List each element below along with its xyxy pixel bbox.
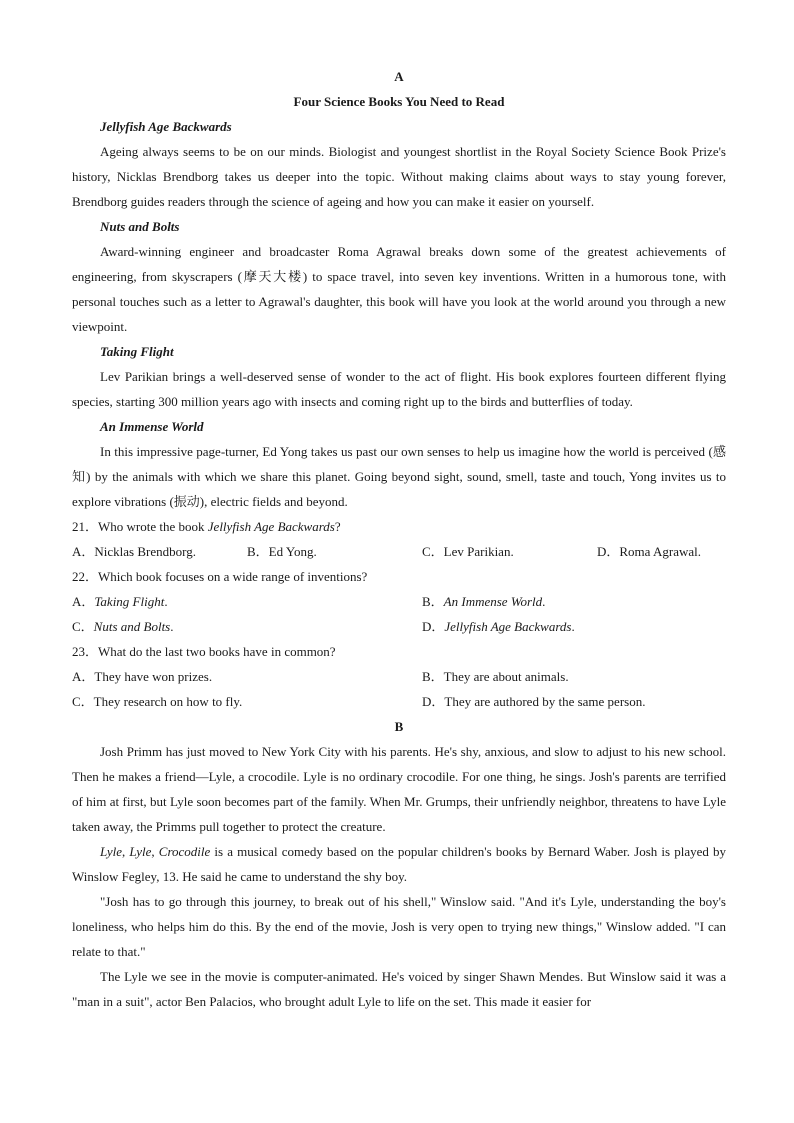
question-23-options xyxy=(72,664,726,714)
option-letter: C． xyxy=(422,544,444,559)
question-22 xyxy=(72,564,726,589)
option-text: Nuts and Bolts xyxy=(93,619,171,634)
question-21-options xyxy=(72,539,726,564)
question-stem-end: ? xyxy=(334,519,341,534)
option-d[interactable] xyxy=(422,614,726,639)
question-stem: What do the last two books have in common? xyxy=(98,644,336,659)
option-letter: B． xyxy=(422,594,444,609)
option-b[interactable] xyxy=(247,539,422,564)
option-punct: . xyxy=(571,619,575,634)
option-letter: D． xyxy=(422,619,445,634)
option-d[interactable] xyxy=(422,689,726,714)
question-number: 22． xyxy=(72,569,99,584)
passage-paragraph: Lyle, Lyle, Crocodile is a musical comedy based on the popular children's books by Bernard Waber. Josh is played by Winslow Fegley, 13. He said he came to understand the shy boy. xyxy=(72,844,727,884)
option-text: They research on how to fly. xyxy=(93,694,243,709)
option-text: An Immense World xyxy=(443,594,543,609)
document-page xyxy=(72,64,726,1014)
option-punct: . xyxy=(170,619,174,634)
option-c[interactable] xyxy=(72,614,422,639)
option-a[interactable] xyxy=(72,664,422,689)
option-letter: A． xyxy=(72,594,95,609)
option-b[interactable] xyxy=(422,664,726,689)
option-text: Ed Yong. xyxy=(268,544,317,559)
question-number: 23． xyxy=(72,644,99,659)
passage-paragraph: "Josh has to go through this journey, to break out of his shell," Winslow said. "And it's Lyle, understanding the boy's loneliness, who helps him do this. By the end of the movie, Josh is very open to trying new things," Winslow added. "I can relate to that." xyxy=(72,894,726,959)
option-text: Roma Agrawal. xyxy=(619,544,701,559)
question-23 xyxy=(72,639,726,664)
option-letter: A． xyxy=(72,544,95,559)
section-b-letter: B xyxy=(394,719,404,734)
book-heading: An Immense World xyxy=(100,419,204,434)
movie-title-part: Crocodile xyxy=(158,844,211,859)
question-number: 21． xyxy=(72,519,99,534)
option-c[interactable] xyxy=(72,689,422,714)
paragraph-text: is a musical comedy based on the popular children's books by Bernard Waber. Josh is played by Winslow Fegley, 13. He said he came to understand the shy boy. xyxy=(72,844,727,884)
option-letter: B． xyxy=(422,669,444,684)
option-letter: B． xyxy=(247,544,269,559)
option-letter: C． xyxy=(72,694,94,709)
question-stem: Which book focuses on a wide range of inventions? xyxy=(98,569,368,584)
question-stem-title: Jellyfish Age Backwards xyxy=(207,519,335,534)
option-a[interactable] xyxy=(72,539,247,564)
movie-title-part: Lyle xyxy=(129,844,152,859)
option-text: Taking Flight xyxy=(94,594,165,609)
book-heading: Nuts and Bolts xyxy=(100,219,180,234)
section-a-title: Four Science Books You Need to Read xyxy=(293,94,505,109)
option-text: Lev Parikian. xyxy=(443,544,514,559)
passage-paragraph: The Lyle we see in the movie is computer-animated. He's voiced by singer Shawn Mendes. But Winslow said it was a "man in a suit", actor Ben Palacios, who brought adult Lyle to life on the set. This made it easier for xyxy=(72,969,726,1009)
option-punct: . xyxy=(542,594,546,609)
section-a-letter: A xyxy=(394,69,404,84)
book-description: Lev Parikian brings a well-deserved sense of wonder to the act of flight. His book explores fourteen different flying species, starting 300 million years ago with insects and coming right up to the birds and butterflies of today. xyxy=(72,369,726,409)
option-text: They are authored by the same person. xyxy=(444,694,646,709)
option-text: Jellyfish Age Backwards xyxy=(444,619,572,634)
option-letter: D． xyxy=(422,694,445,709)
book-heading: Jellyfish Age Backwards xyxy=(100,119,232,134)
option-text: They are about animals. xyxy=(443,669,569,684)
book-description: Award-winning engineer and broadcaster Roma Agrawal breaks down some of the greatest achievements of engineering, from skyscrapers (摩天大楼) to space travel, into seven key inventions. Written in a humorous tone, with personal touches such as a letter to Agrawal's daughter, this book will have you look at the world around you through a new viewpoint. xyxy=(72,244,726,334)
book-description: Ageing always seems to be on our minds. Biologist and youngest shortlist in the Royal Society Science Book Prize's history, Nicklas Brendborg takes us deeper into the topic. Without making claims about ways to stay young forever, Brendborg guides readers through the science of ageing and how you can make it easier on yourself. xyxy=(72,144,726,209)
question-21 xyxy=(72,514,726,539)
option-c[interactable] xyxy=(422,539,597,564)
option-d[interactable] xyxy=(597,539,726,564)
option-text: They have won prizes. xyxy=(94,669,213,684)
book-description: In this impressive page-turner, Ed Yong takes us past our own senses to help us imagine how the world is perceived (感知) by the animals with which we share this planet. Going beyond sight, sound, smell, taste and touch, Yong invites us to explore vibrations (振动), electric fields and beyond. xyxy=(72,444,726,509)
option-a[interactable] xyxy=(72,589,422,614)
option-letter: A． xyxy=(72,669,95,684)
option-letter: C． xyxy=(72,619,94,634)
option-text: Nicklas Brendborg. xyxy=(94,544,196,559)
question-22-options xyxy=(72,589,726,639)
book-heading: Taking Flight xyxy=(100,344,174,359)
passage-paragraph: Josh Primm has just moved to New York City with his parents. He's shy, anxious, and slow to adjust to his new school. Then he makes a friend—Lyle, a crocodile. Lyle is no ordinary crocodile. For one thing, he sings. Josh's parents are terrified of him at first, but Lyle soon becomes part of the family. When Mr. Grumps, their unfriendly neighbor, threatens to have Lyle taken away, the Primms pull together to protect the creature. xyxy=(72,744,726,834)
option-punct: . xyxy=(164,594,168,609)
movie-title-part: Lyle xyxy=(100,844,122,859)
option-b[interactable] xyxy=(422,589,726,614)
option-letter: D． xyxy=(597,544,620,559)
question-stem: Who wrote the book xyxy=(98,519,208,534)
